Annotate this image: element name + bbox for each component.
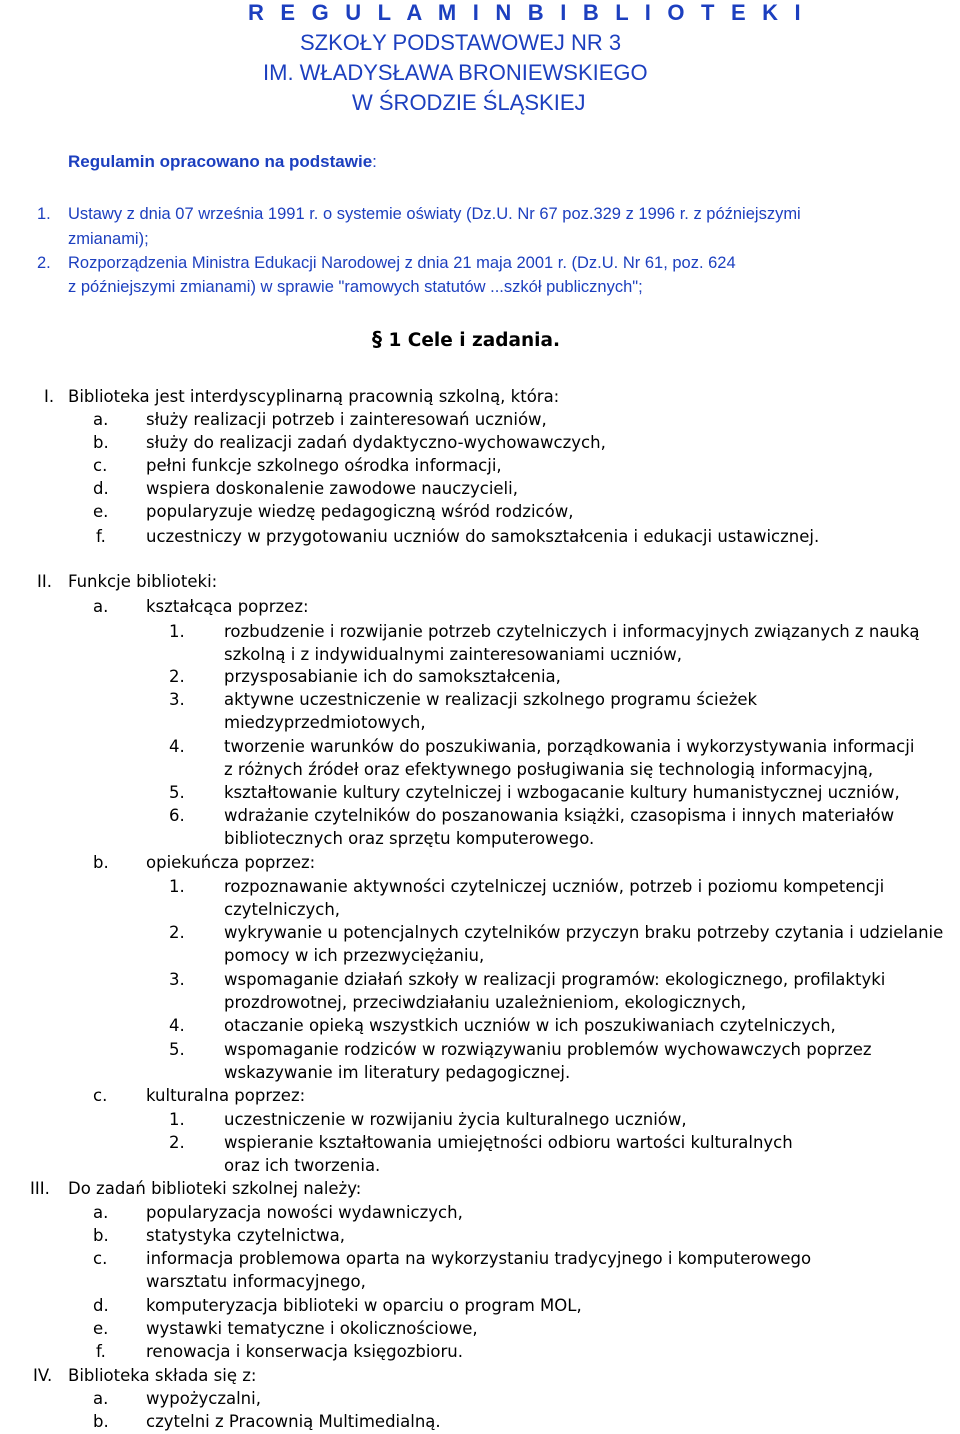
item-number: 1. xyxy=(169,622,185,641)
section-heading xyxy=(372,328,560,352)
sub-text: popularyzuje wiedzę pedagogiczną wśród rodziców, xyxy=(146,502,574,521)
roman-numeral: I. xyxy=(44,387,55,406)
list-item-number: 1. xyxy=(37,205,51,223)
sub-letter: b. xyxy=(93,1226,109,1245)
school-patron: IM. WŁADYSŁAWA BRONIEWSKIEGO xyxy=(263,60,648,85)
sub-letter: a. xyxy=(93,410,109,429)
list-item-text: Rozporządzenia Ministra Edukacji Narodowej z dnia 21 maja 2001 r. (Dz.U. Nr 61, poz. 624 xyxy=(68,254,736,272)
item-text: pomocy w ich przezwyciężaniu, xyxy=(224,946,485,965)
sub-text: pełni funkcje szkolnego ośrodka informacji, xyxy=(146,456,502,475)
section-title: 1 Cele i zadania. xyxy=(388,330,561,351)
item-text: przysposabianie ich do samokształcenia, xyxy=(224,667,561,686)
point-title: Funkcje biblioteki: xyxy=(68,572,218,591)
point-title: Biblioteka jest interdyscyplinarną pracownią szkolną, która: xyxy=(68,387,560,406)
item-text: wspieranie kształtowania umiejętności odbioru wartości kulturalnych xyxy=(224,1133,793,1152)
item-number: 4. xyxy=(169,737,185,756)
item-text: wykrywanie u potencjalnych czytelników przyczyn braku potrzeby czytania i udzielanie xyxy=(224,923,944,942)
item-text: tworzenie warunków do poszukiwania, porządkowania i wykorzystywania informacji xyxy=(224,737,915,756)
sub-letter: f. xyxy=(96,527,106,546)
sub-letter: a. xyxy=(93,597,109,616)
sub-letter: e. xyxy=(93,502,109,521)
item-text: aktywne uczestniczenie w realizacji szkolnego programu ścieżek xyxy=(224,690,758,709)
sub-text: wystawki tematyczne i okolicznościowe, xyxy=(146,1319,478,1338)
item-number: 3. xyxy=(169,690,185,709)
sub-text: czytelni z Pracownią Multimedialną. xyxy=(146,1412,441,1431)
item-text: miedzyprzedmiotowych, xyxy=(224,713,426,732)
sub-text: warsztatu informacyjnego, xyxy=(146,1272,366,1291)
sub-letter: c. xyxy=(93,456,108,475)
sub-text: wspiera doskonalenie zawodowe nauczycieli, xyxy=(146,479,518,498)
sub-letter: c. xyxy=(93,1249,108,1268)
sub-text: uczestniczy w przygotowaniu uczniów do samokształcenia i edukacji ustawicznej. xyxy=(146,527,820,546)
sub-letter: c. xyxy=(93,1086,108,1105)
sub-text: komputeryzacja biblioteki w oparciu o program MOL, xyxy=(146,1296,582,1315)
item-number: 6. xyxy=(169,806,185,825)
item-text: wspomaganie rodziców w rozwiązywaniu problemów wychowawczych poprzez xyxy=(224,1040,872,1059)
sub-text: statystyka czytelnictwa, xyxy=(146,1226,345,1245)
item-number: 1. xyxy=(169,877,185,896)
item-number: 2. xyxy=(169,1133,185,1152)
sub-text: kształcąca poprzez: xyxy=(146,597,309,616)
list-item-text: zmianami); xyxy=(68,230,149,248)
sub-text: popularyzacja nowości wydawniczych, xyxy=(146,1203,463,1222)
item-text: wdrażanie czytelników do poszanowania książki, czasopisma i innych materiałów xyxy=(224,806,895,825)
item-number: 5. xyxy=(169,783,185,802)
sub-letter: a. xyxy=(93,1389,109,1408)
item-number: 2. xyxy=(169,667,185,686)
roman-numeral: II. xyxy=(37,572,52,591)
item-text: z różnych źródeł oraz efektywnego posługiwania się technologią informacyjną, xyxy=(224,760,874,779)
sub-letter: b. xyxy=(93,433,109,452)
item-text: rozbudzenie i rozwijanie potrzeb czytelniczych i informacyjnych związanych z nauką xyxy=(224,622,920,641)
item-text: prozdrowotnej, przeciwdziałaniu uzależnieniom, ekologicznych, xyxy=(224,993,747,1012)
sub-letter: b. xyxy=(93,1412,109,1431)
item-text: oraz ich tworzenia. xyxy=(224,1156,381,1175)
item-text: bibliotecznych oraz sprzętu komputerowego. xyxy=(224,829,595,848)
item-text: szkolną i z indywidualnymi zainteresowaniami uczniów, xyxy=(224,645,682,664)
school-name: SZKOŁY PODSTAWOWEJ NR 3 xyxy=(300,30,622,55)
roman-numeral: IV. xyxy=(33,1366,53,1385)
item-text: kształtowanie kultury czytelniczej i wzbogacanie kultury humanistycznej uczniów, xyxy=(224,783,900,802)
list-item-text: z późniejszymi zmianami) w sprawie "ramowych statutów ...szkół publicznych"; xyxy=(68,278,643,296)
list-item-number: 2. xyxy=(37,254,51,272)
school-location: W ŚRODZIE ŚLĄSKIEJ xyxy=(352,90,586,115)
roman-numeral: III. xyxy=(30,1179,50,1198)
sub-text: służy do realizacji zadań dydaktyczno-wychowawczych, xyxy=(146,433,606,452)
sub-text: wypożyczalni, xyxy=(146,1389,261,1408)
item-text: rozpoznawanie aktywności czytelniczej uczniów, potrzeb i poziomu kompetencji xyxy=(224,877,885,896)
list-item-text: Ustawy z dnia 07 września 1991 r. o systemie oświaty (Dz.U. Nr 67 poz.329 z 1996 r. z późniejszymi xyxy=(68,205,801,223)
sub-text: informacja problemowa oparta na wykorzystaniu tradycyjnego i komputerowego xyxy=(146,1249,812,1268)
item-text: otaczanie opieką wszystkich uczniów w ich poszukiwaniach czytelniczych, xyxy=(224,1016,836,1035)
item-number: 5. xyxy=(169,1040,185,1059)
item-text: czytelniczych, xyxy=(224,900,341,919)
sub-text: renowacja i konserwacja księgozbioru. xyxy=(146,1342,463,1361)
basis-heading xyxy=(68,151,377,173)
point-title: Do zadań biblioteki szkolnej należy: xyxy=(68,1179,362,1198)
basis-label: Regulamin opracowano na podstawie xyxy=(68,152,373,171)
sub-letter: e. xyxy=(93,1319,109,1338)
item-text: uczestniczenie w rozwijaniu życia kulturalnego uczniów, xyxy=(224,1110,687,1129)
item-text: wskazywanie im literatury pedagogicznej. xyxy=(224,1063,571,1082)
point-title: Biblioteka składa się z: xyxy=(68,1366,257,1385)
basis-colon: : xyxy=(372,152,377,171)
sub-letter: b. xyxy=(93,853,109,872)
item-number: 1. xyxy=(169,1110,185,1129)
item-number: 4. xyxy=(169,1016,185,1035)
document-title: R E G U L A M I N B I B L I O T E K I xyxy=(248,0,806,25)
sub-letter: d. xyxy=(93,1296,109,1315)
item-text: wspomaganie działań szkoły w realizacji programów: ekologicznego, profilaktyki xyxy=(224,970,886,989)
sub-text: kulturalna poprzez: xyxy=(146,1086,306,1105)
sub-letter: d. xyxy=(93,479,109,498)
sub-letter: f. xyxy=(96,1342,106,1361)
sub-text: opiekuńcza poprzez: xyxy=(146,853,316,872)
paragraph-sign: § xyxy=(372,327,382,351)
sub-letter: a. xyxy=(93,1203,109,1222)
item-number: 3. xyxy=(169,970,185,989)
sub-text: służy realizacji potrzeb i zainteresowań uczniów, xyxy=(146,410,547,429)
item-number: 2. xyxy=(169,923,185,942)
